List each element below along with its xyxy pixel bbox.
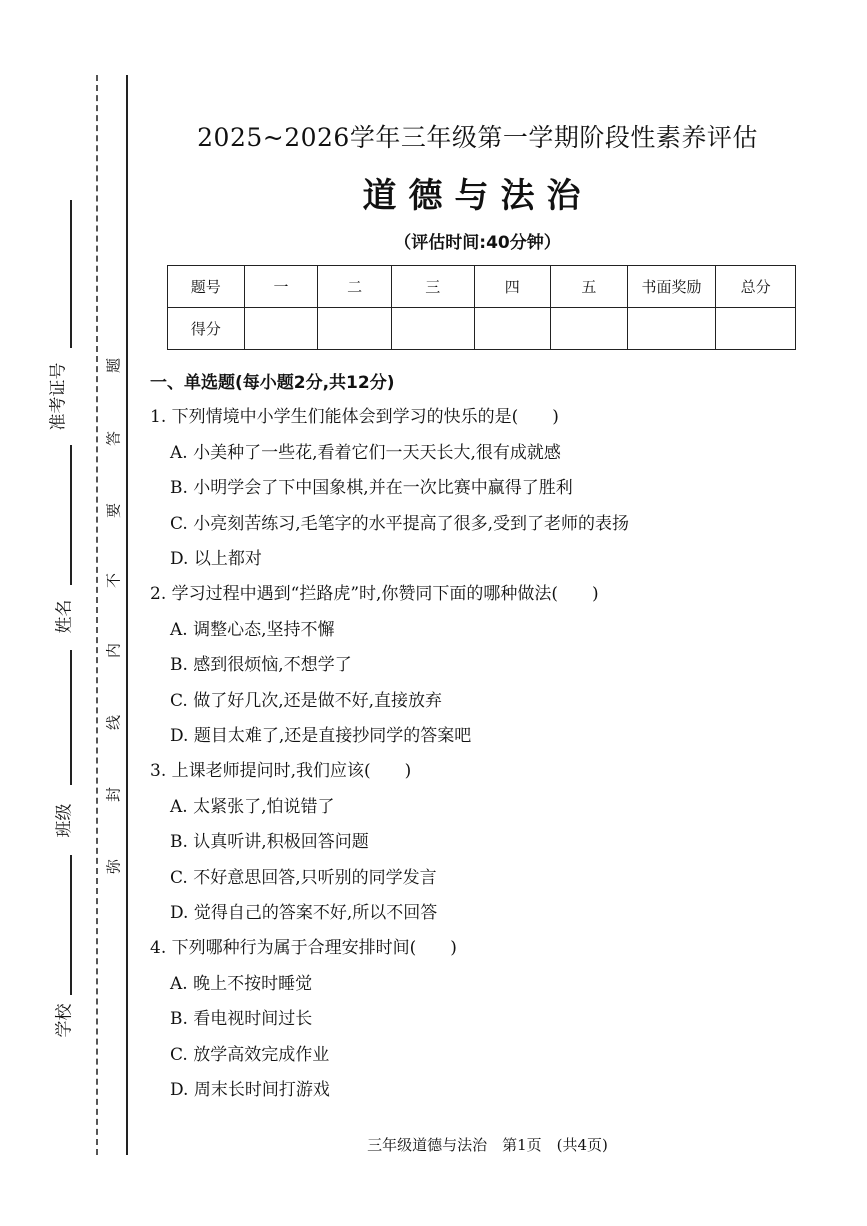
seal-char: 内 <box>104 643 123 659</box>
score-cell[interactable] <box>716 308 796 350</box>
question-option: D. 觉得自己的答案不好,所以不回答 <box>170 903 438 923</box>
class-blank <box>70 855 72 995</box>
score-cell[interactable] <box>318 308 392 350</box>
question-option: B. 看电视时间过长 <box>170 1009 313 1029</box>
question-option: D. 以上都对 <box>170 549 262 569</box>
score-header-cell: 题号 <box>168 266 245 308</box>
score-cell[interactable] <box>391 308 474 350</box>
score-table-score-row <box>168 308 796 350</box>
question-option: B. 认真听讲,积极回答问题 <box>170 832 369 852</box>
exam-number-blank-lower <box>70 445 72 585</box>
score-row-label: 得分 <box>168 308 245 350</box>
exam-number-blank <box>70 200 72 348</box>
question-option: C. 做了好几次,还是做不好,直接放弃 <box>170 691 443 711</box>
question-option: A. 调整心态,坚持不懈 <box>170 620 335 640</box>
score-header-cell: 书面奖励 <box>627 266 716 308</box>
score-header-cell: 四 <box>474 266 551 308</box>
side-label-exam-number: 准考证号 <box>48 362 69 431</box>
score-table <box>167 265 796 350</box>
exam-duration: （评估时间:40分钟） <box>394 233 561 253</box>
question-option: B. 感到很烦恼,不想学了 <box>170 655 352 675</box>
question-option: C. 放学高效完成作业 <box>170 1045 330 1065</box>
exam-title: 2025~2026学年三年级第一学期阶段性素养评估 <box>197 123 758 152</box>
seal-char: 封 <box>104 787 123 803</box>
question-option: D. 题目太难了,还是直接抄同学的答案吧 <box>170 726 472 746</box>
score-cell[interactable] <box>627 308 716 350</box>
side-label-class: 班级 <box>54 803 75 838</box>
section-title: 一、单选题(每小题2分,共12分) <box>150 373 395 393</box>
question-option: C. 不好意思回答,只听别的同学发言 <box>170 868 437 888</box>
score-header-cell: 五 <box>551 266 628 308</box>
question-stem: 4. 下列哪种行为属于合理安排时间( ) <box>150 938 457 958</box>
score-cell[interactable] <box>244 308 318 350</box>
page-footer: 三年级道德与法治 第1页 (共4页) <box>367 1136 608 1154</box>
score-cell[interactable] <box>474 308 551 350</box>
seal-char: 不 <box>104 573 123 589</box>
subject-title: 道德与法治 <box>362 176 593 216</box>
score-header-cell: 总分 <box>716 266 796 308</box>
question-option: C. 小亮刻苦练习,毛笔字的水平提高了很多,受到了老师的表扬 <box>170 514 630 534</box>
score-table-header-row <box>168 266 796 308</box>
question-option: A. 小美种了一些花,看着它们一天天长大,很有成就感 <box>170 443 561 463</box>
score-header-cell: 二 <box>318 266 392 308</box>
score-cell[interactable] <box>551 308 628 350</box>
seal-char: 要 <box>104 503 123 519</box>
question-option: A. 晚上不按时睡觉 <box>170 974 313 994</box>
question-stem: 1. 下列情境中小学生们能体会到学习的快乐的是( ) <box>150 407 559 427</box>
question-option: D. 周末长时间打游戏 <box>170 1080 330 1100</box>
question-option: B. 小明学会了下中国象棋,并在一次比赛中赢得了胜利 <box>170 478 573 498</box>
side-label-name: 姓名 <box>54 599 75 634</box>
seal-char: 弥 <box>104 859 123 875</box>
question-stem: 3. 上课老师提问时,我们应该( ) <box>150 761 412 781</box>
seal-char: 题 <box>104 358 123 374</box>
side-label-school: 学校 <box>54 1003 75 1038</box>
seal-char: 线 <box>104 715 123 731</box>
seal-char: 答 <box>104 431 123 447</box>
score-header-cell: 三 <box>391 266 474 308</box>
question-option: A. 太紧张了,怕说错了 <box>170 797 335 817</box>
question-stem: 2. 学习过程中遇到“拦路虎”时,你赞同下面的哪种做法( ) <box>150 584 599 604</box>
name-blank <box>70 650 72 785</box>
score-header-cell: 一 <box>244 266 318 308</box>
